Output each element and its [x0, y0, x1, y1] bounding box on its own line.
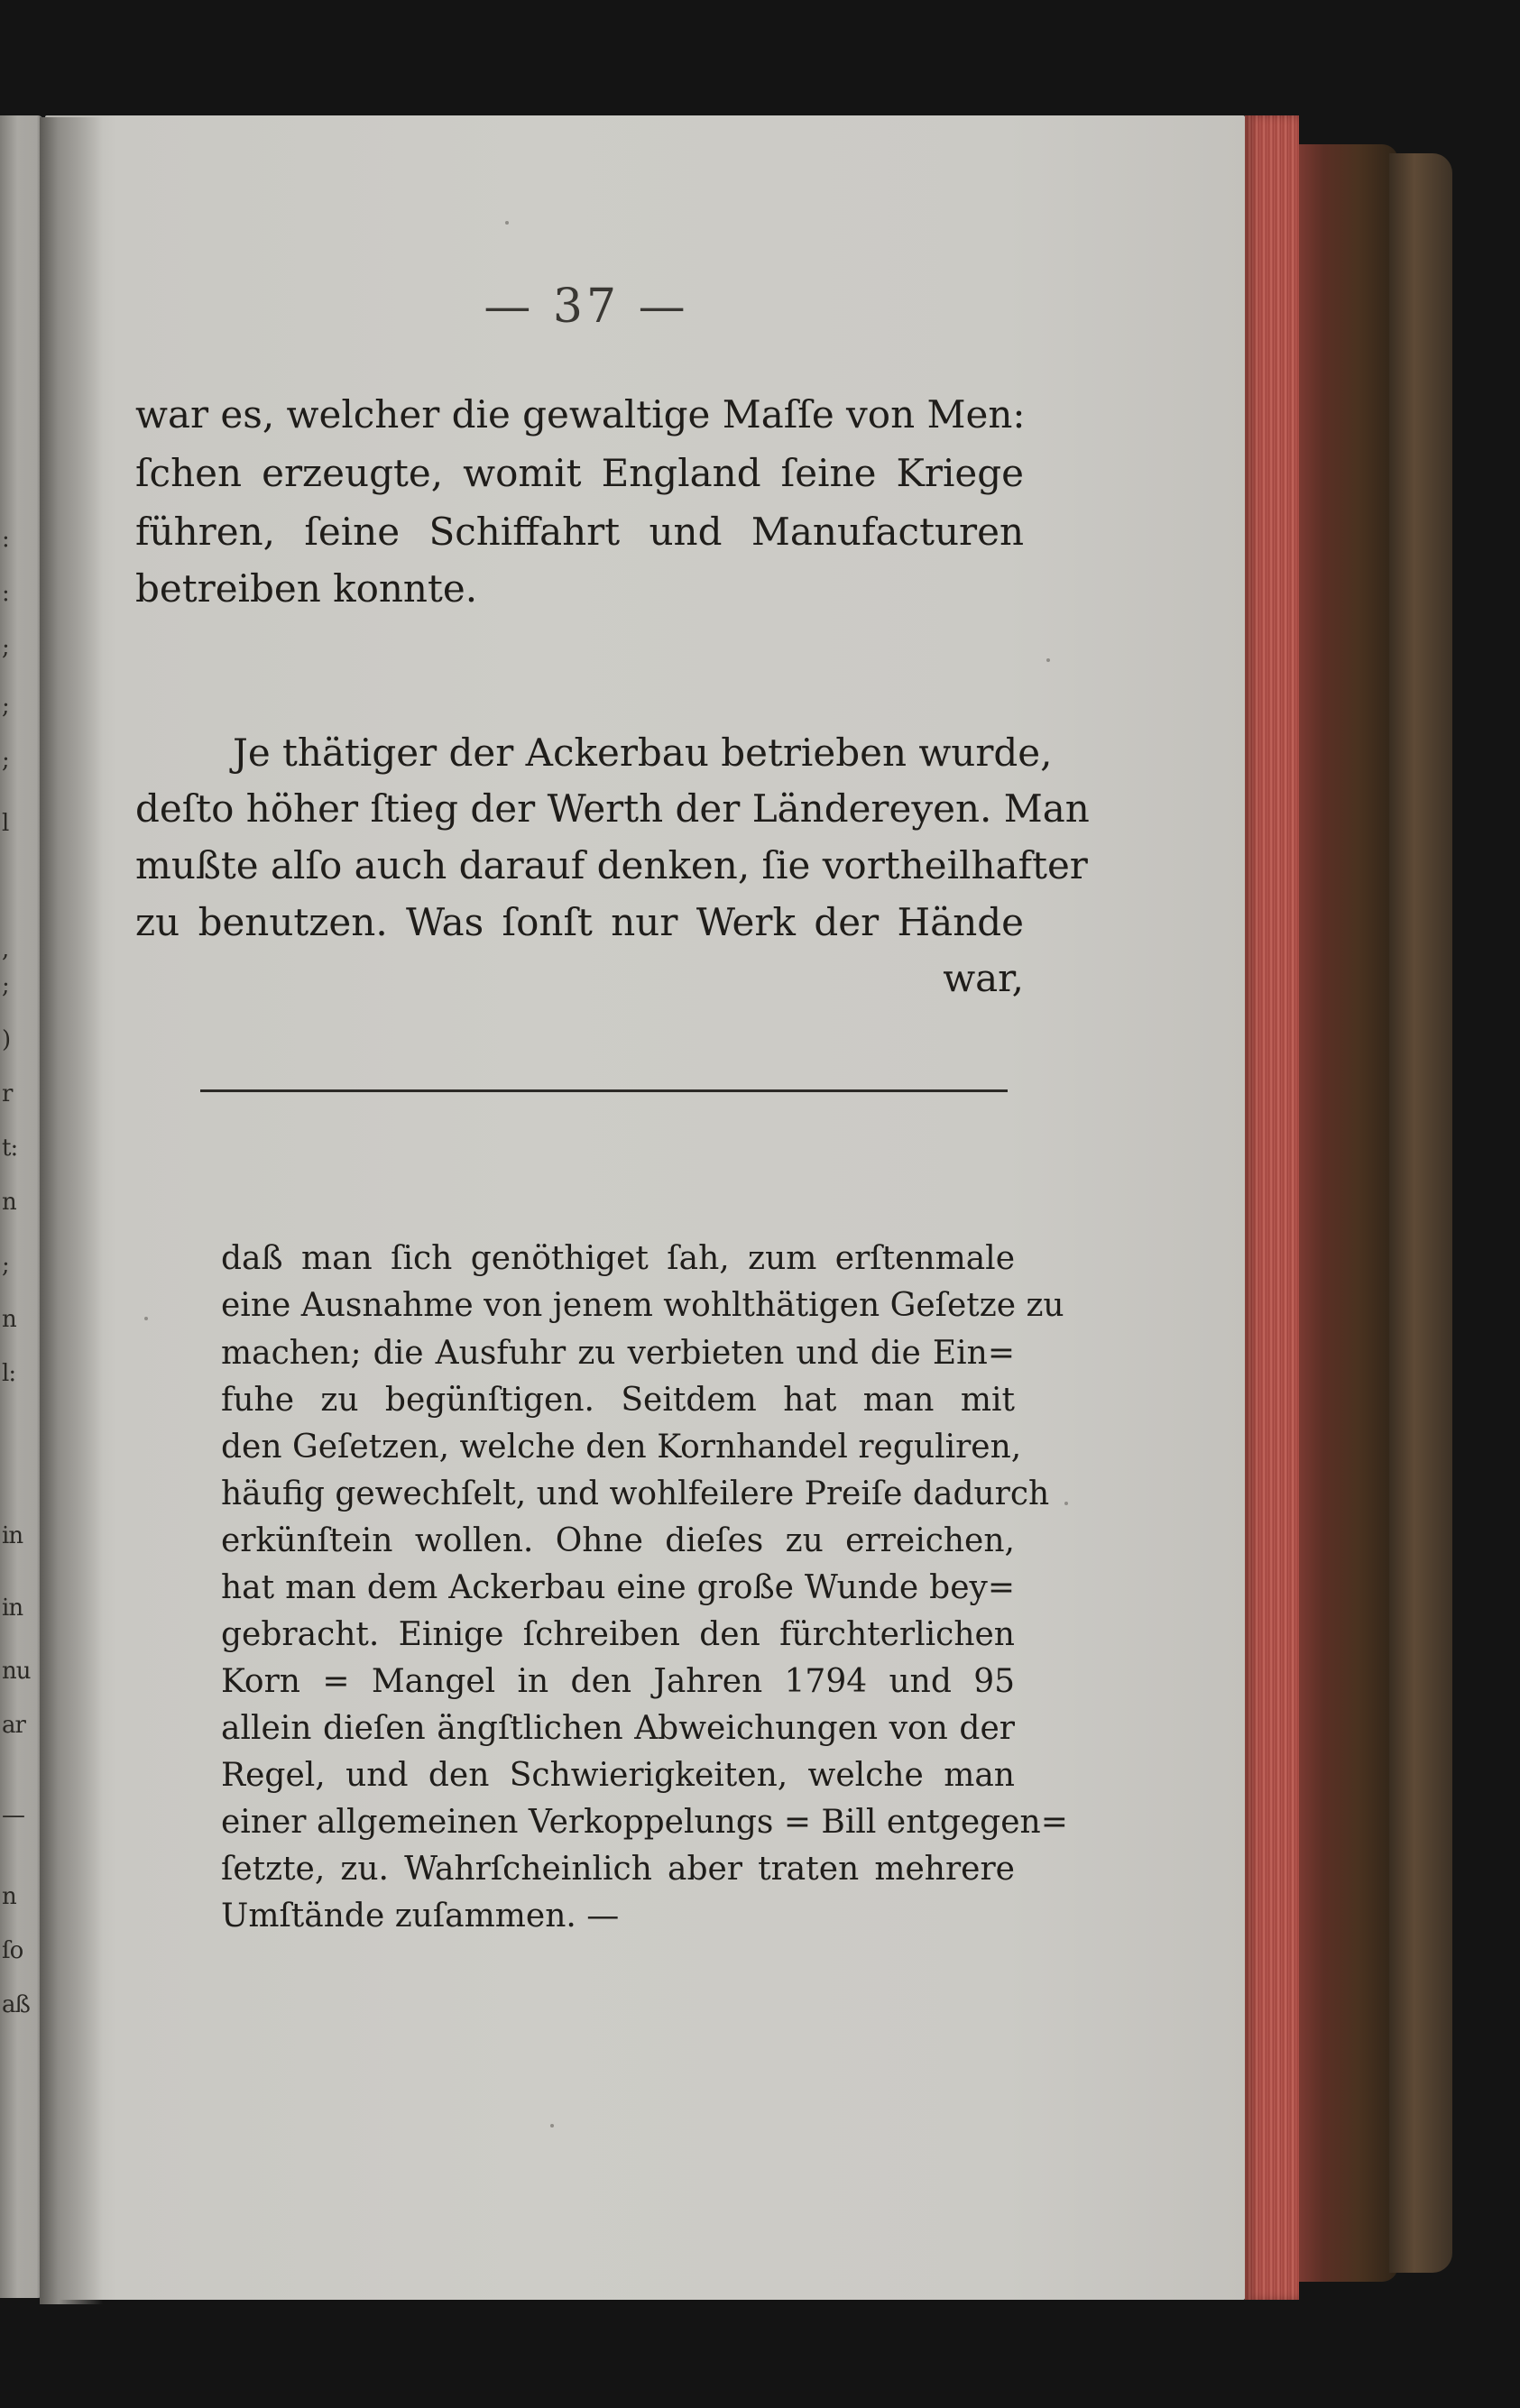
left-page-fragment: l	[2, 810, 9, 837]
left-page-fragment: ;	[2, 693, 9, 720]
left-page-fragment: —	[2, 1802, 24, 1829]
footnote-line: machen; die Ausfuhr zu verbieten und die Ein=	[221, 1335, 1015, 1372]
page-number: — 37 —	[484, 280, 689, 334]
footnote-line: hat man dem Ackerbau eine große Wunde bey=	[221, 1569, 1015, 1606]
left-page-fragment: n	[2, 1883, 16, 1910]
text-line: deſto höher ſtieg der Werth der Ländereyen. Man	[135, 786, 1090, 831]
footnote-line: Umſtände zuſammen. —	[221, 1898, 620, 1935]
left-page-fragment: ;	[2, 747, 9, 774]
text-line: mußte alſo auch darauf denken, ſie vortheilhafter	[135, 843, 1088, 887]
footnote-line: gebracht. Einige ſchreiben den fürchterlichen	[221, 1616, 1015, 1653]
paper-speck	[550, 2124, 554, 2128]
footnote-line: den Geſetzen, welche den Kornhandel reguliren,	[221, 1429, 1022, 1466]
left-page-fragment: in	[2, 1522, 23, 1549]
paper-speck	[144, 1317, 148, 1320]
page-block-edge	[1245, 115, 1299, 2300]
footnote-line: ſetzte, zu. Wahrſcheinlich aber traten mehrere	[221, 1851, 1015, 1888]
footnote-line: eine Ausnahme von jenem wohlthätigen Geſetze zu	[221, 1287, 1064, 1324]
gutter-shadow	[40, 117, 103, 2304]
left-page-fragment: n	[2, 1306, 16, 1333]
text-line: zu benutzen. Was ſonſt nur Werk der Hände	[135, 900, 1024, 944]
catchword: war,	[943, 956, 1024, 1000]
left-page-fragment: nu	[2, 1658, 31, 1685]
text-line: war es, welcher die gewaltige Maſſe von Men:	[135, 392, 1026, 437]
text-line: Je thätiger der Ackerbau betrieben wurde,	[233, 731, 1053, 775]
left-page-fragment: in	[2, 1595, 23, 1622]
paper-speck	[1046, 658, 1050, 662]
left-page-fragment: :	[2, 526, 9, 553]
book-page	[45, 115, 1245, 2300]
left-page-fragment: ;	[2, 972, 9, 999]
left-page-fragment: t:	[2, 1135, 18, 1162]
left-page-edge	[0, 115, 43, 2298]
text-line: ſchen erzeugte, womit England ſeine Kriege	[135, 451, 1024, 495]
left-page-fragment: ;	[2, 1252, 9, 1279]
footnote-line: Korn = Mangel in den Jahren 1794 und 95	[221, 1663, 1015, 1700]
footnote-line: daß man ſich genöthiget ſah, zum erſtenmale	[221, 1240, 1015, 1277]
left-page-fragment: ;	[2, 634, 9, 661]
footnote-line: fuhe zu begünſtigen. Seitdem hat man mit	[221, 1382, 1015, 1419]
left-page-fragment: ſo	[2, 1937, 23, 1964]
left-page-fragment: l:	[2, 1360, 16, 1387]
left-page-fragment: :	[2, 580, 9, 607]
book-cover-edge	[1389, 153, 1452, 2273]
footnote-line: häufig gewechſelt, und wohlfeilere Preiſe dadurch	[221, 1475, 1050, 1512]
footnote-separator	[200, 1089, 1008, 1092]
paper-speck	[505, 221, 509, 225]
footnote-line: einer allgemeinen Verkoppelungs = Bill entgegen=	[221, 1804, 1068, 1841]
left-page-fragment: ,	[2, 936, 9, 963]
footnote-line: Regel, und den Schwierigkeiten, welche man	[221, 1757, 1015, 1794]
left-page-fragment: )	[2, 1026, 11, 1053]
page-block-shadow	[1299, 144, 1398, 2282]
paper-speck	[1064, 1502, 1068, 1505]
left-page-fragment: r	[2, 1080, 13, 1107]
left-page-fragment: n	[2, 1189, 16, 1216]
footnote-line: allein dieſen ängſtlichen Abweichungen von der	[221, 1710, 1015, 1747]
text-line: betreiben konnte.	[135, 566, 478, 611]
left-page-fragment: ar	[2, 1712, 25, 1739]
text-line: führen, ſeine Schiffahrt und Manufacturen	[135, 510, 1024, 554]
left-page-fragment: aß	[2, 1991, 30, 2018]
footnote-line: erkünſtein wollen. Ohne dieſes zu erreichen,	[221, 1522, 1015, 1559]
